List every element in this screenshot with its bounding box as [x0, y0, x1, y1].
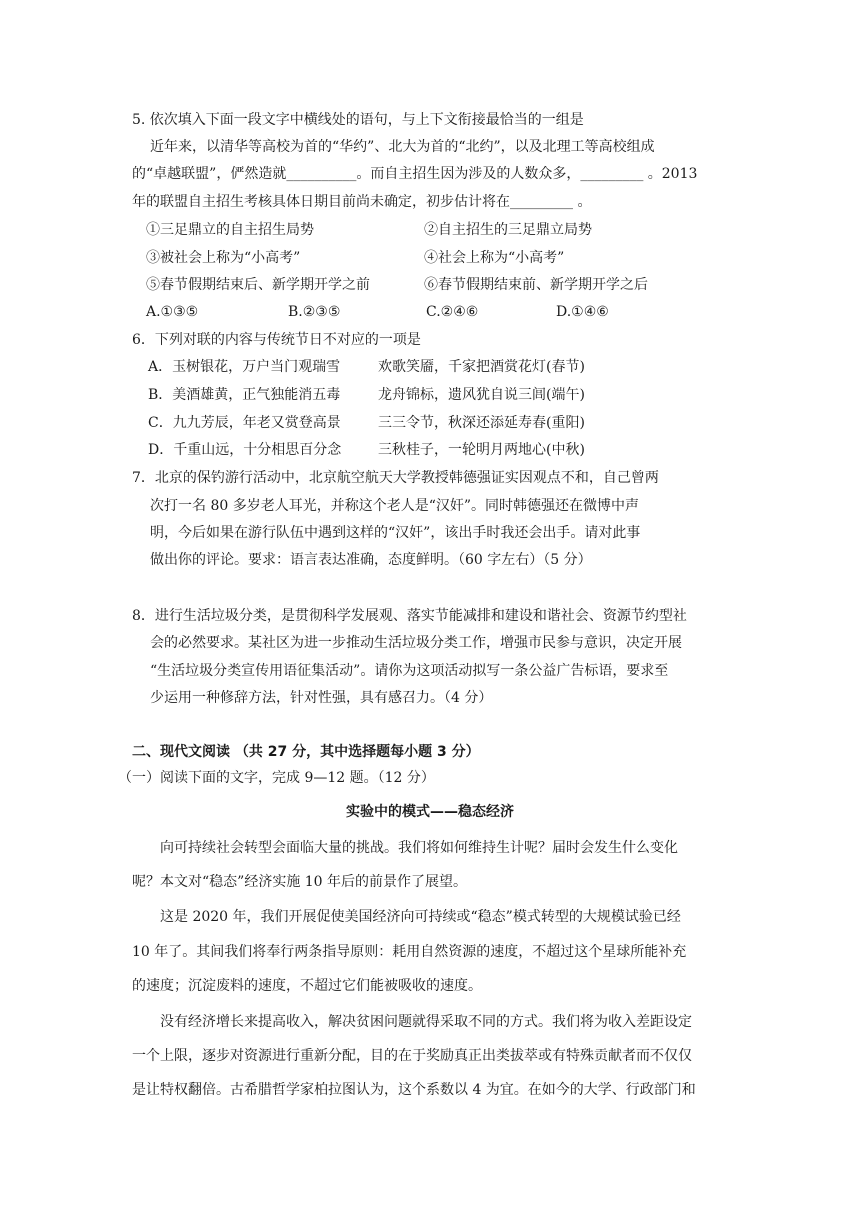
- q5-option-3: ③被社会上称为“小高考”: [146, 250, 301, 266]
- q6-item-a-first: A．玉树银花，万户当门观瑞雪: [148, 359, 341, 375]
- q5-choice-c: C.②④⑥: [426, 304, 479, 320]
- article-title: 实验中的模式——稳态经济: [346, 804, 514, 820]
- q6-item-d-second: 三秋桂子，一轮明月两地心(中秋): [378, 442, 585, 458]
- q7-line-3: 明，今后如果在游行队伍中遇到这样的“汉奸”，该出手时我还会出手。请对此事: [150, 525, 641, 541]
- section-subheading: （一）阅读下面的文字，完成 9—12 题。（12 分）: [118, 770, 435, 786]
- q8-line-2: 会的必然要求。某社区为进一步推动生活垃圾分类工作，增强市民参与意识，决定开展: [150, 635, 682, 651]
- q5-option-5: ⑤春节假期结束后、新学期开学之前: [146, 277, 370, 293]
- para2-line-2: 10 年了。其间我们将奉行两条指导原则：耗用自然资源的速度，不超过这个星球所能补充: [132, 944, 687, 960]
- q5-passage-line-3: 年的联盟自主招生考核具体日期目前尚未确定，初步估计将在_________ 。: [132, 194, 592, 210]
- para1-line-1: 向可持续社会转型会面临大量的挑战。我们将如何维持生计呢？届时会发生什么变化: [160, 840, 678, 856]
- q5-passage-line-1: 近年来，以清华等高校为首的“华约”、北大为首的“北约”，以及北理工等高校组成: [150, 139, 655, 155]
- q7-line-4: 做出你的评论。要求：语言表达准确，态度鲜明。（60 字左右）（5 分）: [150, 552, 592, 568]
- q6-item-c-first: C．九九芳辰，年老又赏登高景: [148, 415, 341, 431]
- q6-item-d-first: D．千重山远，十分相思百分念: [148, 442, 342, 458]
- section-heading: 二、现代文阅读 （共 27 分，其中选择题每小题 3 分）: [132, 744, 480, 760]
- q5-choice-a: A.①③⑤: [146, 304, 199, 320]
- para3-line-3: 是让特权翻倍。古希腊哲学家柏拉图认为，这个系数以 4 为宜。在如今的大学、行政部门和: [132, 1082, 696, 1098]
- q6-item-b-first: B．美酒雄黄，正气独能消五毒: [148, 387, 341, 403]
- q8-line-1: 8．进行生活垃圾分类，是贯彻科学发展观、落实节能减排和建设和谐社会、资源节约型社: [132, 608, 687, 624]
- para3-line-1: 没有经济增长来提高收入，解决贫困问题就得采取不同的方式。我们将为收入差距设定: [160, 1014, 692, 1030]
- q5-stem: 5. 依次填入下面一段文字中横线处的语句，与上下文衔接最恰当的一组是: [132, 112, 584, 128]
- q5-option-4: ④社会上称为“小高考”: [424, 250, 565, 266]
- q5-choice-b: B.②③⑤: [288, 304, 341, 320]
- q5-passage-line-2: 的“卓越联盟”，俨然造就__________。而自主招生因为涉及的人数众多，_________ 。2013: [132, 166, 698, 182]
- q6-stem: 6．下列对联的内容与传统节日不对应的一项是: [132, 332, 421, 348]
- q6-item-b-second: 龙舟锦标，遗风犹自说三闾(端午): [378, 387, 585, 403]
- q8-line-3: “生活垃圾分类宣传用语征集活动”。请你为这项活动拟写一条公益广告标语，要求至: [150, 663, 669, 679]
- q7-line-1: 7．北京的保钓游行活动中，北京航空航天大学教授韩德强证实因观点不和，自己曾两: [132, 470, 659, 486]
- q7-line-2: 次打一名 80 多岁老人耳光，并称这个老人是“汉奸”。同时韩德强还在微博中声: [150, 498, 640, 514]
- para2-line-3: 的速度；沉淀废料的速度，不超过它们能被吸收的速度。: [132, 978, 482, 994]
- q5-choice-d: D.①④⑥: [556, 304, 609, 320]
- para2-line-1: 这是 2020 年，我们开展促使美国经济向可持续或“稳态”模式转型的大规模试验已经: [160, 909, 681, 925]
- q5-option-2: ②自主招生的三足鼎立局势: [424, 222, 592, 238]
- q5-option-6: ⑥春节假期结束前、新学期开学之后: [424, 277, 648, 293]
- q6-item-c-second: 三三令节，秋深还添延寿春(重阳): [378, 415, 585, 431]
- q8-line-4: 少运用一种修辞方法，针对性强，具有感召力。（4 分）: [150, 690, 493, 706]
- q5-option-1: ①三足鼎立的自主招生局势: [146, 222, 314, 238]
- para3-line-2: 一个上限，逐步对资源进行重新分配，目的在于奖励真正出类拔萃或有特殊贡献者而不仅仅: [132, 1048, 692, 1064]
- para1-line-2: 呢？本文对“稳态”经济实施 10 年后的前景作了展望。: [132, 874, 468, 890]
- q6-item-a-second: 欢歌笑靥，千家把酒赏花灯(春节): [378, 359, 585, 375]
